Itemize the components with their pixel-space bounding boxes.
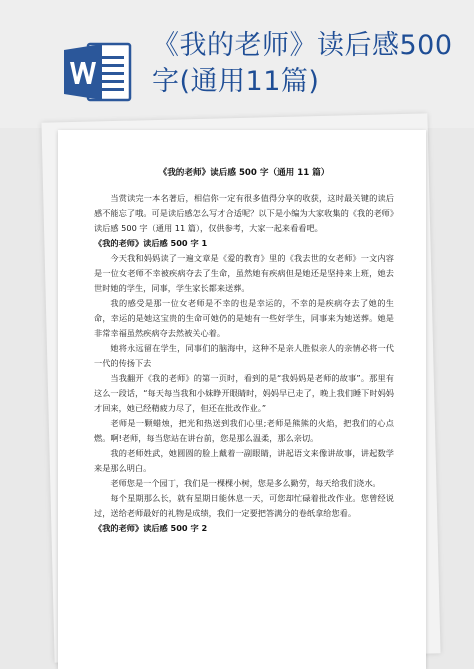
- paragraph: 我的老师姓武，她圆圆的脸上戴着一副眼睛，讲起语文来像讲故事，讲起数学来是那么明白。: [94, 448, 394, 473]
- section-heading-1: 《我的老师》读后感 500 字 1: [94, 238, 208, 248]
- document-body: [94, 166, 394, 536]
- paragraph: 她将永远留在学生，同事们的脑海中，这种不是亲人胜似亲人的亲情必将一代一代的传扬下去: [94, 343, 394, 368]
- paragraph: 老师您是一个园丁，我们是一棵棵小树，您是多么勤劳，每天给我们浇水。: [110, 478, 381, 488]
- paragraph-intro: 当赏读完一本名著后，相信你一定有很多值得分享的收获，这时最关键的读后感不能忘了哦。可是读后感怎么写才合适呢？以下是小编为大家收集的《我的老师》读后感 500 字（通用 11 篇），仅供参考，大家一起来看看吧。: [94, 193, 394, 233]
- banner-title: 《我的老师》读后感500字(通用11篇): [152, 30, 453, 97]
- document-page: [58, 130, 426, 669]
- paragraph: 今天我和妈妈读了一遍文章是《爱的教育》里的《我去世的女老师》一文内容是一位女老师不幸被疾病夺去了生命，虽然她有疾病但是她还是坚持来上班，她去世时她的学生，同事，学生家长都来送葬。: [94, 253, 394, 293]
- paragraph: 当我翻开《我的老师》的第一页时，看到的是“我妈妈是老师的故事”。那里有这么一段话，“每天每当我和小妹睁开眼睛时，妈妈早已走了，晚上我们睡下时妈妈才回来，她已经精疲力尽了，但还在批改作业。”: [94, 373, 394, 413]
- paragraph: 我的感受是那一位女老师是不幸的也是幸运的，不幸的是疾病夺去了她的生命，幸运的是她这宝贵的生命可她仍的是她有一些好学生，同事来为她送葬。她是非常幸福虽然疾病夺去然被关心着。: [94, 298, 394, 338]
- paragraph: 老师是一颗蜡烛，把光和热送到我们心里;老师是熊熊的火焰，把我们的心点燃。啊!老师，每当您站在讲台前，您是那么温柔，那么亲切。: [94, 418, 394, 443]
- document-title: 《我的老师》读后感 500 字（通用 11 篇）: [158, 168, 330, 178]
- paragraph: 每个星期那么长，就有星期日能休息一天，可您却忙碌着批改作业。您曾经说过，送给老师最好的礼物是成绩，我们一定要把答满分的卷纸拿给您看。: [94, 493, 394, 518]
- word-icon: [62, 40, 132, 104]
- banner: [0, 0, 474, 128]
- section-heading-2: 《我的老师》读后感 500 字 2: [94, 523, 208, 533]
